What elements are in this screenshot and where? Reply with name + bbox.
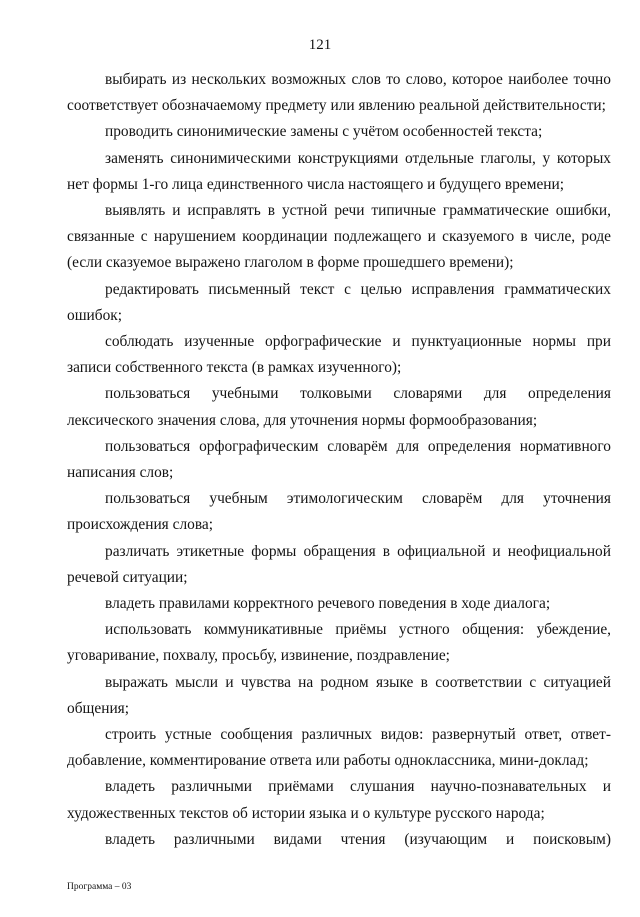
paragraph: владеть различными видами чтения (изучающим и поисковым) <box>105 830 611 848</box>
paragraph: соблюдать изученные орфографические и пунктуационные нормы при записи собственного текста (в рамках изученного); <box>67 333 611 377</box>
paragraph: пользоваться учебным этимологическим словарём для уточнения происхождения слова; <box>67 490 611 534</box>
paragraph: выявлять и исправлять в устной речи типичные грамматические ошибки, связанные с нарушением координации подлежащего и сказуемого в числе, роде (если сказуемое выражено глаголом в форме прошедшего времени); <box>67 202 611 272</box>
page-number: 121 <box>308 37 332 53</box>
paragraph: использовать коммуникативные приёмы устного общения: убеждение, уговаривание, похвалу, просьбу, извинение, поздравление; <box>67 621 611 665</box>
body-text <box>67 67 611 853</box>
paragraph: пользоваться учебными толковыми словарями для определения лексического значения слова, для уточнения нормы формообразования; <box>67 385 611 429</box>
paragraph: различать этикетные формы обращения в официальной и неофициальной речевой ситуации; <box>67 542 611 586</box>
paragraph: выражать мысли и чувства на родном языке в соответствии с ситуацией общения; <box>67 673 611 717</box>
paragraph: проводить синонимические замены с учётом особенностей текста; <box>105 123 543 141</box>
paragraph: владеть различными приёмами слушания научно-познавательных и художественных текстов об истории языка и о культуре русского народа; <box>67 778 611 822</box>
paragraph: выбирать из нескольких возможных слов то слово, которое наиболее точно соответствует обозначаемому предмету или явлению реальной действительности; <box>67 71 611 115</box>
paragraph: заменять синонимическими конструкциями отдельные глаголы, у которых нет формы 1-го лица единственного числа настоящего и будущего времени; <box>67 149 611 193</box>
paragraph: пользоваться орфографическим словарём для определения нормативного написания слов; <box>67 437 611 482</box>
paragraph: владеть правилами корректного речевого поведения в ходе диалога; <box>105 595 551 613</box>
footer-label: Программа – 03 <box>67 882 132 892</box>
paragraph: строить устные сообщения различных видов: развернутый ответ, ответ-добавление, комментирование ответа или работы одноклассника, мини-доклад; <box>67 726 611 770</box>
paragraph: редактировать письменный текст с целью исправления грамматических ошибок; <box>67 280 611 324</box>
